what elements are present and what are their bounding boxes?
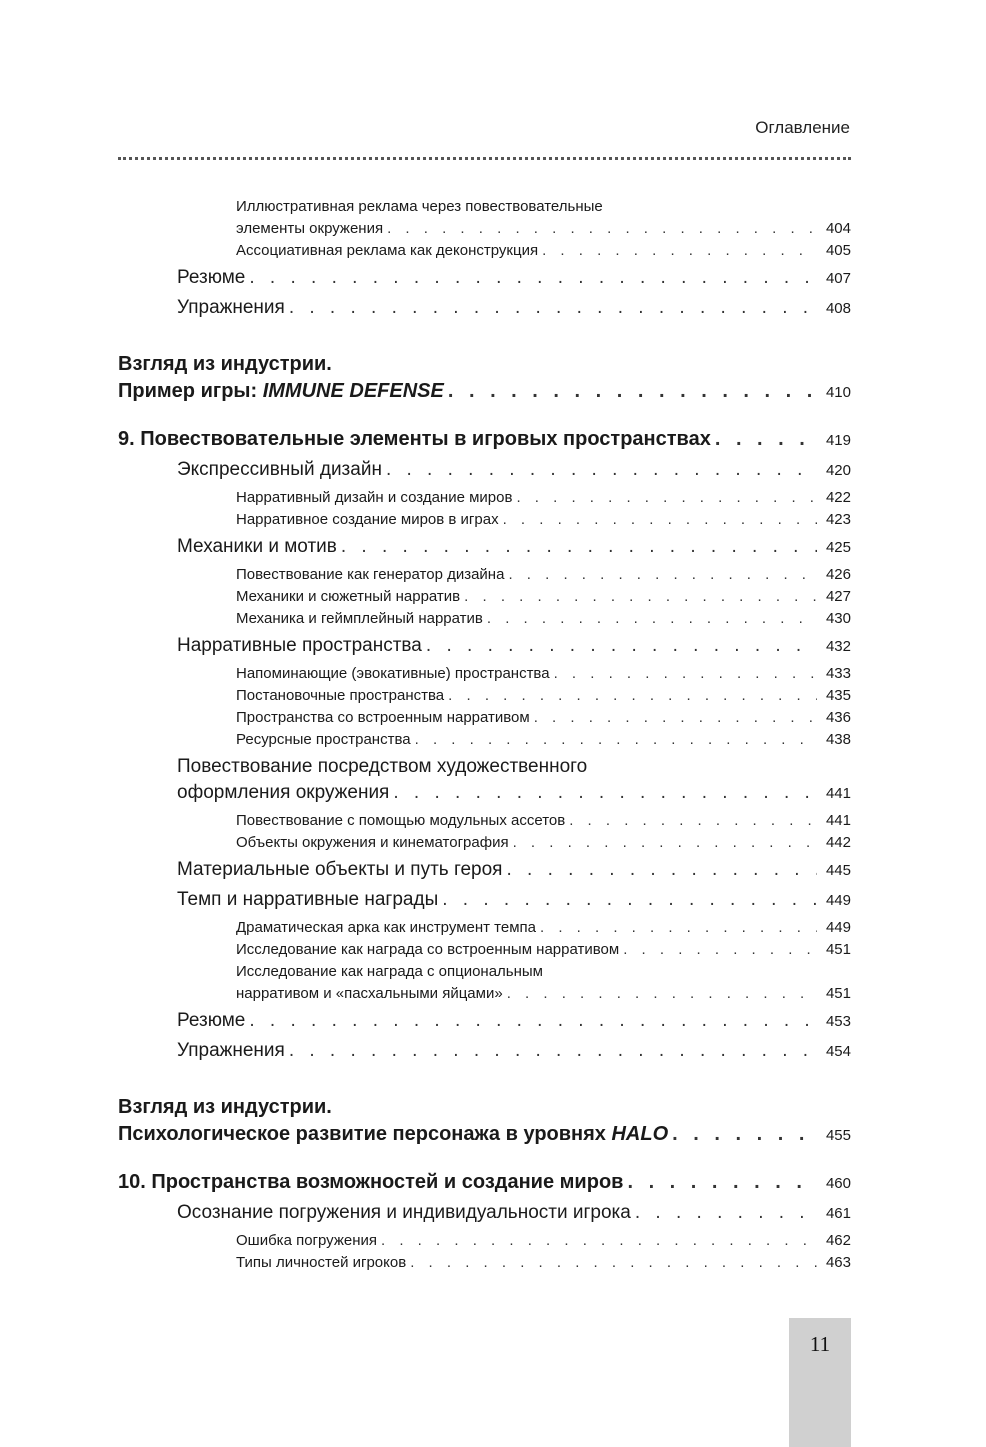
toc-entry-title: Нарративный дизайн и создание миров — [236, 489, 513, 506]
toc-entry-title: Объекты окружения и кинематография — [236, 834, 509, 851]
dot-leader — [516, 487, 817, 509]
toc-page-number: 435 — [825, 687, 851, 704]
dot-leader — [249, 1008, 817, 1034]
toc-page-number: 433 — [825, 665, 851, 682]
toc-page-number: 462 — [825, 1232, 851, 1249]
toc-entry-level-2[interactable] — [118, 265, 851, 292]
toc-entry-title: Осознание погружения и индивидуальности игрока — [177, 1202, 631, 1223]
toc-entry-title: Упражнения — [177, 1040, 285, 1061]
dot-leader — [507, 983, 817, 1005]
toc-entry-level-3[interactable] — [118, 509, 851, 531]
toc-entry-level-3[interactable] — [118, 564, 851, 586]
toc-entry-level-3[interactable] — [118, 939, 851, 961]
toc-page-number: 463 — [825, 1254, 851, 1271]
toc-entry-level-3[interactable] — [118, 586, 851, 608]
toc-entry-level-3[interactable] — [118, 608, 851, 630]
dot-leader — [503, 509, 817, 531]
dot-leader — [289, 1038, 817, 1064]
toc-entry-title: Ассоциативная реклама как деконструкция — [236, 242, 539, 259]
toc-entry-title: Упражнения — [177, 297, 285, 318]
dot-leader — [715, 426, 817, 453]
toc-page-number: 460 — [825, 1175, 851, 1192]
toc-entry-title: 9. Повествовательные элементы в игровых пространствах — [118, 428, 711, 450]
toc-entry-title: Материальные объекты и путь героя — [177, 859, 503, 880]
toc-entry-title: 10. Пространства возможностей и создание миров — [118, 1171, 624, 1193]
toc-entry-level-2[interactable] — [118, 754, 851, 807]
page-number: 11 — [809, 1332, 831, 1356]
toc-entry-title: Психологическое развитие персонажа в уровнях HALO — [118, 1123, 669, 1145]
dot-leader — [448, 685, 817, 707]
toc-entry-level-3[interactable] — [118, 240, 851, 262]
toc-page-number: 405 — [825, 242, 851, 259]
toc-entry-title: Темп и нарративные награды — [177, 889, 439, 910]
toc-entry-level-3[interactable] — [118, 663, 851, 685]
toc-page-number: 461 — [825, 1205, 851, 1222]
toc-entry-title-line: Повествование посредством художественного — [177, 756, 588, 777]
toc-entry-title: элементы окружения — [236, 220, 384, 237]
toc-page-number: 436 — [825, 709, 851, 726]
toc-entry-title-line: Иллюстративная реклама через повествовательные — [236, 198, 603, 215]
dot-leader — [635, 1200, 817, 1226]
toc-entry-title-line: Взгляд из индустрии. — [118, 353, 332, 375]
toc-entry-level-3[interactable] — [118, 1252, 851, 1274]
dot-leader — [410, 1252, 817, 1274]
toc-entry-level-3[interactable] — [118, 196, 851, 240]
dot-leader — [508, 564, 817, 586]
toc-entry-level-2[interactable] — [118, 1200, 851, 1227]
dot-leader — [542, 240, 817, 262]
toc-entry-level-3[interactable] — [118, 487, 851, 509]
toc-entry-level-3[interactable] — [118, 1230, 851, 1252]
toc-page-number: 453 — [825, 1013, 851, 1030]
toc-page-number: 419 — [825, 432, 851, 449]
toc-entry-title: Нарративные пространства — [177, 635, 422, 656]
toc-entry-title: Драматическая арка как инструмент темпа — [236, 919, 536, 936]
section-gap — [118, 406, 851, 426]
toc-entry-title: Ресурсные пространства — [236, 731, 411, 748]
section-gap — [118, 1068, 851, 1094]
toc-page-number: 442 — [825, 834, 851, 851]
dot-leader — [554, 663, 817, 685]
dot-leader — [393, 780, 817, 806]
toc-entry-title-line: Взгляд из индустрии. — [118, 1096, 332, 1118]
toc-entry-title: Ошибка погружения — [236, 1232, 378, 1249]
dot-leader — [426, 633, 817, 659]
toc-page-number: 449 — [825, 892, 851, 909]
toc-entry-title-line: Исследование как награда с опциональным — [236, 963, 543, 980]
table-of-contents — [118, 196, 851, 1274]
dot-leader — [448, 378, 817, 405]
toc-entry-level-2[interactable] — [118, 857, 851, 884]
dot-leader — [627, 1169, 817, 1196]
toc-page-number: 423 — [825, 511, 851, 528]
toc-entry-level-3[interactable] — [118, 917, 851, 939]
toc-page-number: 430 — [825, 610, 851, 627]
toc-entry-level-3[interactable] — [118, 961, 851, 1005]
dot-leader — [540, 917, 817, 939]
dot-leader — [442, 887, 817, 913]
toc-entry-title: Повествование как генератор дизайна — [236, 566, 505, 583]
toc-page-number: 427 — [825, 588, 851, 605]
dot-leader — [506, 857, 817, 883]
running-head: Оглавление — [755, 118, 850, 137]
toc-entry-level-2[interactable] — [118, 534, 851, 561]
toc-page-number: 455 — [825, 1127, 851, 1144]
dot-leader — [289, 295, 817, 321]
toc-entry-title: Повествование с помощью модульных ассетов — [236, 812, 566, 829]
toc-page-number: 425 — [825, 539, 851, 556]
toc-entry-level-1[interactable] — [118, 1094, 851, 1149]
toc-entry-title: оформления окружения — [177, 782, 390, 803]
toc-page-number: 445 — [825, 862, 851, 879]
section-gap — [118, 325, 851, 351]
toc-entry-title: нарративом и «пасхальными яйцами» — [236, 985, 503, 1002]
toc-entry-title: Механика и геймплейный нарратив — [236, 610, 483, 627]
toc-entry-level-1[interactable] — [118, 1169, 851, 1197]
toc-entry-title: Резюме — [177, 1010, 246, 1031]
dot-leader — [415, 729, 817, 751]
toc-entry-level-2[interactable] — [118, 295, 851, 322]
toc-page-number: 438 — [825, 731, 851, 748]
toc-entry-title: Экспрессивный дизайн — [177, 459, 382, 480]
toc-page-number: 410 — [825, 384, 851, 401]
dot-leader — [381, 1230, 817, 1252]
toc-entry-level-3[interactable] — [118, 707, 851, 729]
toc-page-number: 451 — [825, 941, 851, 958]
toc-entry-level-3[interactable] — [118, 810, 851, 832]
toc-entry-title: Напоминающие (эвокативные) пространства — [236, 665, 550, 682]
toc-entry-title: Нарративное создание миров в играх — [236, 511, 499, 528]
toc-entry-title: Пример игры: IMMUNE DEFENSE — [118, 380, 444, 402]
toc-page-number: 407 — [825, 270, 851, 287]
toc-entry-title: Исследование как награда со встроенным нарративом — [236, 941, 620, 958]
toc-page-number: 441 — [825, 812, 851, 829]
toc-entry-level-2[interactable] — [118, 1038, 851, 1065]
toc-page-number: 454 — [825, 1043, 851, 1060]
toc-entry-title: Пространства со встроенным нарративом — [236, 709, 530, 726]
toc-entry-level-3[interactable] — [118, 729, 851, 751]
dot-leader — [341, 534, 817, 560]
toc-entry-level-1[interactable] — [118, 426, 851, 454]
toc-entry-level-2[interactable] — [118, 887, 851, 914]
toc-page-number: 408 — [825, 300, 851, 317]
toc-page-number: 420 — [825, 462, 851, 479]
toc-entry-level-3[interactable] — [118, 685, 851, 707]
dot-leader — [249, 265, 817, 291]
toc-entry-title: Механики и сюжетный нарратив — [236, 588, 461, 605]
dot-leader — [672, 1121, 817, 1148]
dot-leader — [534, 707, 817, 729]
toc-entry-level-1[interactable] — [118, 351, 851, 406]
toc-page-number: 422 — [825, 489, 851, 506]
dot-leader — [487, 608, 817, 630]
section-gap — [118, 1149, 851, 1169]
toc-entry-title: Резюме — [177, 267, 246, 288]
toc-page-number: 441 — [825, 785, 851, 802]
toc-entry-title: Типы личностей игроков — [236, 1254, 407, 1271]
toc-entry-level-2[interactable] — [118, 457, 851, 484]
toc-entry-level-2[interactable] — [118, 1008, 851, 1035]
toc-page-number: 426 — [825, 566, 851, 583]
header-divider — [118, 157, 851, 160]
dot-leader — [623, 939, 817, 961]
toc-entry-title: Механики и мотив — [177, 536, 337, 557]
dot-leader — [387, 218, 817, 240]
dot-leader — [569, 810, 817, 832]
toc-page-number: 404 — [825, 220, 851, 237]
dot-leader — [386, 457, 817, 483]
toc-entry-level-3[interactable] — [118, 832, 851, 854]
toc-page-number: 451 — [825, 985, 851, 1002]
toc-entry-level-2[interactable] — [118, 633, 851, 660]
toc-entry-title: Постановочные пространства — [236, 687, 445, 704]
dot-leader — [513, 832, 817, 854]
dot-leader — [464, 586, 817, 608]
toc-page-number: 432 — [825, 638, 851, 655]
toc-page-number: 449 — [825, 919, 851, 936]
